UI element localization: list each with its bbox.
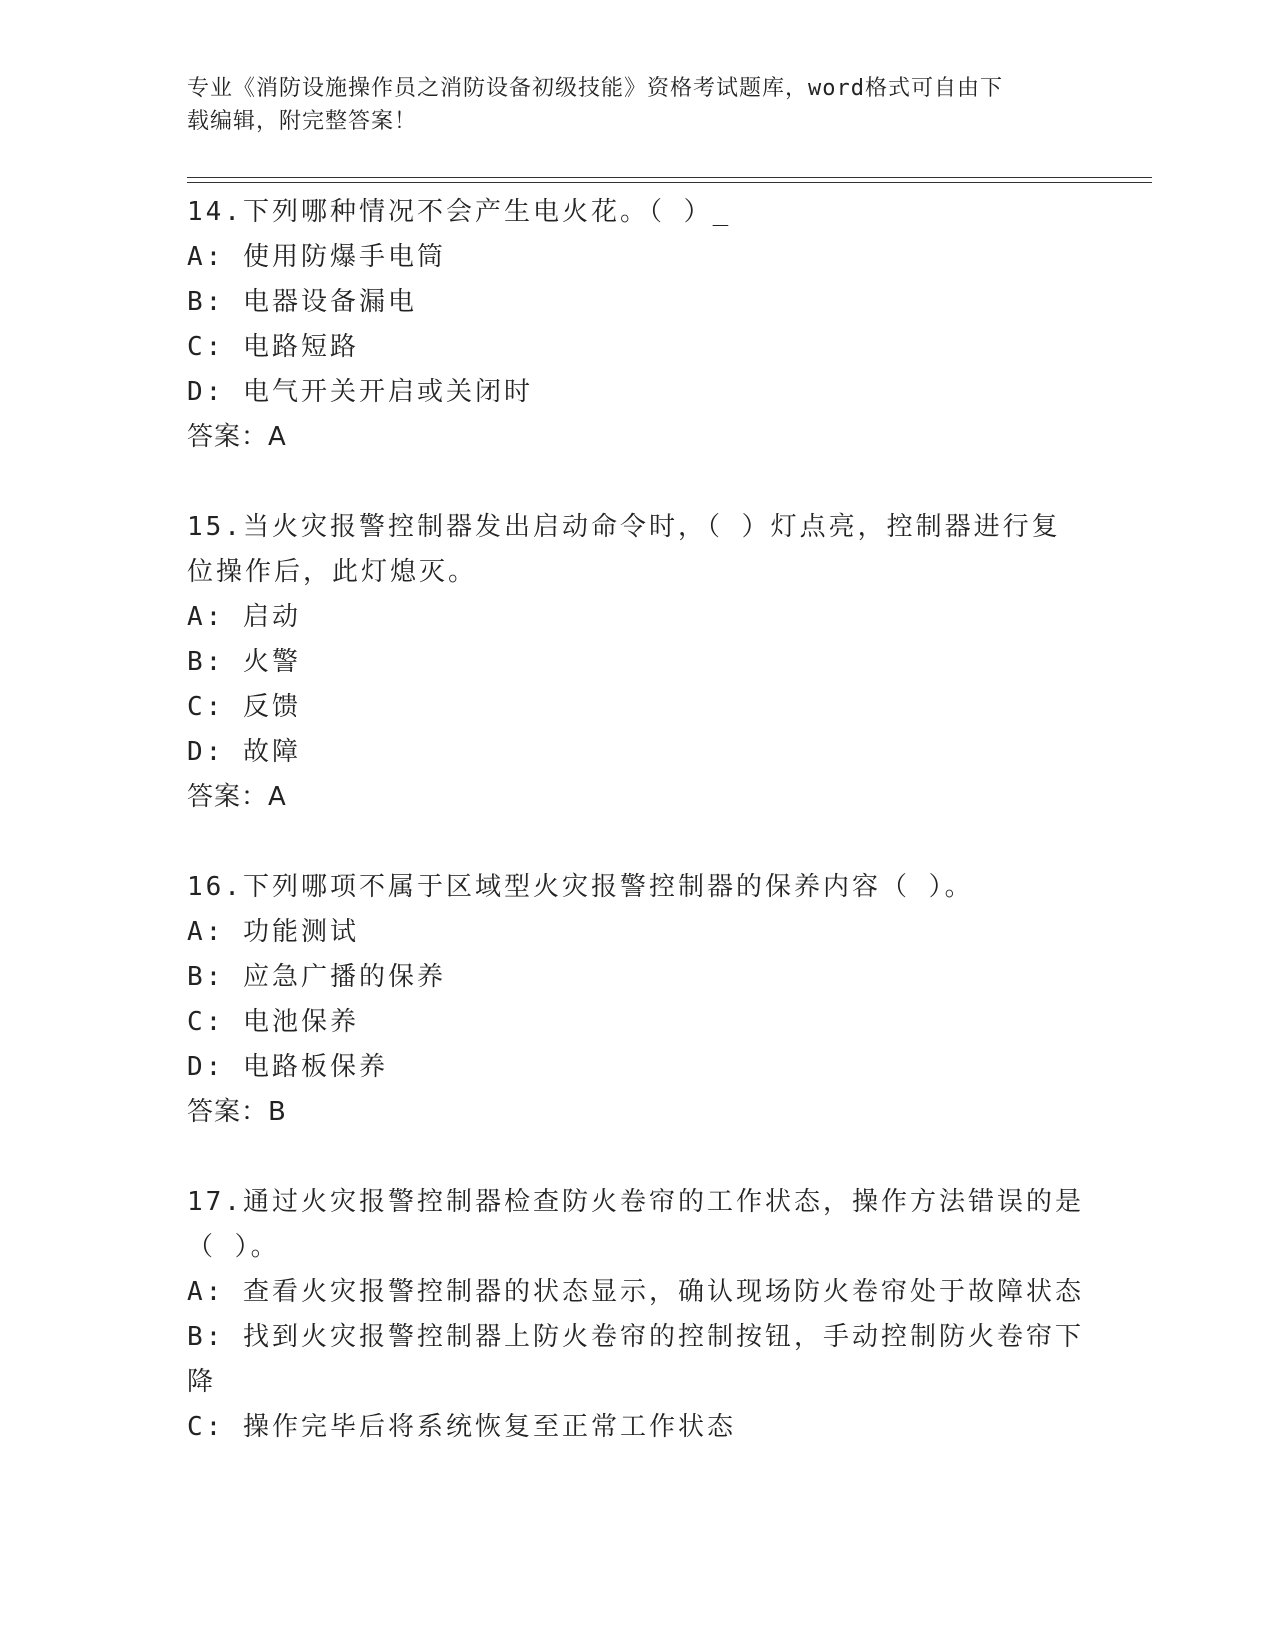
answer-line: 答案：B	[187, 1097, 287, 1127]
option-b: B: 找到火灾报警控制器上防火卷帘的控制按钮，手动控制防火卷帘下降	[187, 1322, 1084, 1397]
header-line-1: 专业《消防设施操作员之消防设备初级技能》资格考试题库，word格式可自由下	[187, 76, 1003, 101]
question-16	[187, 865, 1087, 1135]
answer-line: 答案：A	[187, 782, 287, 812]
option-d: D: 电气开关开启或关闭时	[187, 377, 533, 407]
option-c: C: 电池保养	[187, 1007, 359, 1037]
option-b: B: 应急广播的保养	[187, 962, 446, 992]
option-a: A: 功能测试	[187, 917, 359, 947]
question-text: 16.下列哪项不属于区域型火灾报警控制器的保养内容（ ）。	[187, 872, 974, 902]
header-line-2: 载编辑，附完整答案！	[187, 109, 418, 134]
question-list	[187, 190, 1087, 1495]
header-divider-top	[187, 177, 1152, 178]
option-c: C: 操作完毕后将系统恢复至正常工作状态	[187, 1412, 736, 1442]
document-header	[187, 72, 1087, 138]
header-divider-bottom	[187, 182, 1152, 183]
answer-line: 答案：A	[187, 422, 287, 452]
question-14	[187, 190, 1087, 460]
option-a: A: 使用防爆手电筒	[187, 242, 446, 272]
question-17	[187, 1180, 1087, 1450]
option-c: C: 电路短路	[187, 332, 359, 362]
question-text: 15.当火灾报警控制器发出启动命令时，（ ）灯点亮，控制器进行复位操作后，此灯熄灭。	[187, 512, 1061, 587]
option-d: D: 电路板保养	[187, 1052, 388, 1082]
question-text: 14.下列哪种情况不会产生电火花。（ ）_	[187, 197, 732, 227]
option-a: A: 查看火灾报警控制器的状态显示，确认现场防火卷帘处于故障状态	[187, 1277, 1084, 1307]
question-15	[187, 505, 1087, 820]
option-b: B: 火警	[187, 647, 301, 677]
option-a: A: 启动	[187, 602, 301, 632]
question-text: 17.通过火灾报警控制器检查防火卷帘的工作状态，操作方法错误的是（ ）。	[187, 1187, 1084, 1262]
option-b: B: 电器设备漏电	[187, 287, 417, 317]
option-d: D: 故障	[187, 737, 301, 767]
option-c: C: 反馈	[187, 692, 301, 722]
